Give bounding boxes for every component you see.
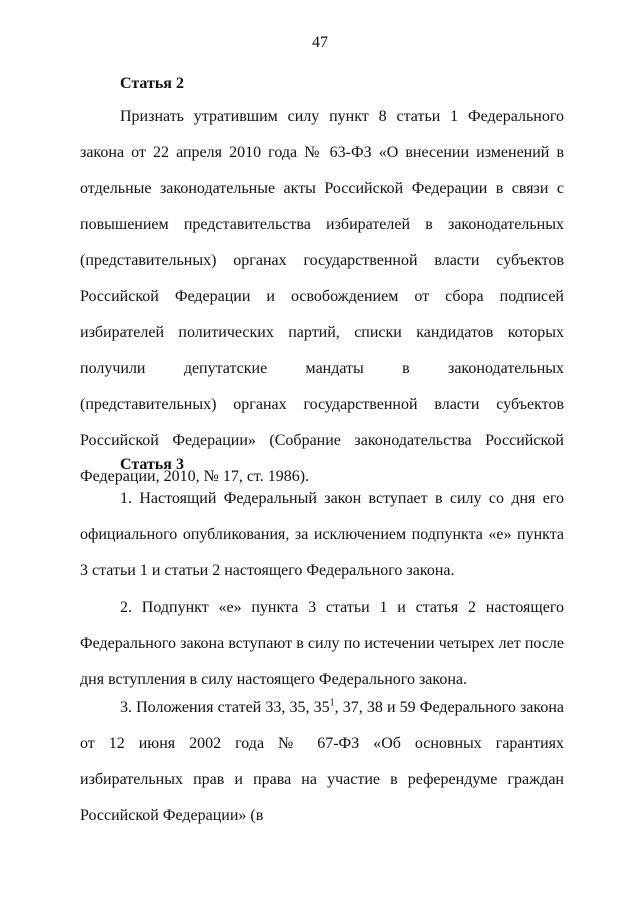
article-2-text: Признать утратившим силу пункт 8 статьи 1 Федерального закона от 22 апреля 2010 года № 63-ФЗ «О внесении изменений в отдельные законодательные акты Российской Федерации в связи с повышением представительства избирателей в законодательных (представительных) органах государственной власти субъектов Российской Федерации и освобождением от сбора подписей избирателей политических партий, списки кандидатов которых получили депутатские мандаты в законодательных (представительных) органах государственной власти субъектов Российской Федерации» (Собрание законодательства Российской Федерации, 2010, № 17, ст. 1986). xyxy=(80,108,564,485)
article-3-paragraph-2: 2. Подпункт «е» пункта 3 статьи 1 и статья 2 настоящего Федерального закона вступают в силу по истечении четырех лет после дня вступления в силу настоящего Федерального закона. xyxy=(80,599,564,688)
article-3-heading: Статья 3 xyxy=(120,456,184,473)
page-number: 47 xyxy=(312,34,328,51)
paragraph-3-text-end: , 37, 38 и 59 Федерального закона от 12 июня 2002 года № 67-ФЗ «Об основных гарантиях избирательных прав и права на участие в референдуме граждан Российской Федерации» (в xyxy=(80,699,564,824)
paragraph-3-superscript: 1 xyxy=(329,697,335,709)
article-3-paragraph-3 xyxy=(80,690,564,834)
article-3-paragraph-1: 1. Настоящий Федеральный закон вступает в силу со дня его официального опубликования, за исключением подпункта «е» пункта 3 статьи 1 и статьи 2 настоящего Федерального закона. xyxy=(80,490,564,579)
paragraph-3-text-start: 3. Положения статей 33, 35, 35 xyxy=(120,699,330,716)
article-2-heading: Статья 2 xyxy=(120,75,184,92)
